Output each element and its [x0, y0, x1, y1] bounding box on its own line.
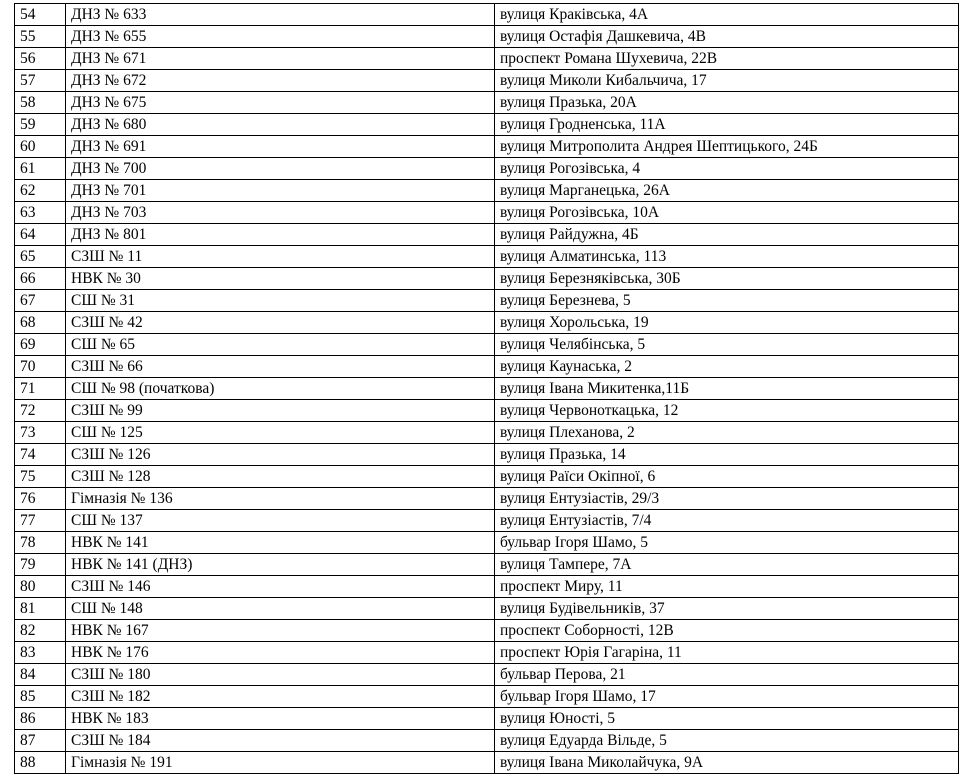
table-row — [15, 620, 959, 642]
table-row — [15, 422, 959, 444]
address-cell: вулиця Ентузіастів, 7/4 — [495, 510, 959, 532]
address-cell: вулиця Едуарда Вільде, 5 — [495, 730, 959, 752]
table-row — [15, 664, 959, 686]
row-number-cell: 79 — [15, 554, 66, 576]
table-row — [15, 444, 959, 466]
address-cell: вулиця Будівельників, 37 — [495, 598, 959, 620]
table-row — [15, 400, 959, 422]
institution-name-cell: СШ № 148 — [66, 598, 495, 620]
table-row — [15, 114, 959, 136]
table-row — [15, 752, 959, 774]
row-number-cell: 78 — [15, 532, 66, 554]
row-number-cell: 75 — [15, 466, 66, 488]
row-number-cell: 70 — [15, 356, 66, 378]
address-cell: вулиця Райдужна, 4Б — [495, 224, 959, 246]
row-number-cell: 66 — [15, 268, 66, 290]
address-table-body — [15, 4, 959, 774]
table-row — [15, 92, 959, 114]
address-cell: вулиця Івана Миколайчука, 9А — [495, 752, 959, 774]
table-row — [15, 708, 959, 730]
row-number-cell: 59 — [15, 114, 66, 136]
address-cell: вулиця Березнева, 5 — [495, 290, 959, 312]
institution-name-cell: СШ № 31 — [66, 290, 495, 312]
table-row — [15, 224, 959, 246]
institution-name-cell: Гімназія № 191 — [66, 752, 495, 774]
row-number-cell: 86 — [15, 708, 66, 730]
table-row — [15, 136, 959, 158]
institution-name-cell: СЗШ № 126 — [66, 444, 495, 466]
address-cell: вулиця Празька, 20А — [495, 92, 959, 114]
table-row — [15, 510, 959, 532]
table-row — [15, 48, 959, 70]
institution-name-cell: СЗШ № 128 — [66, 466, 495, 488]
institution-name-cell: НВК № 141 — [66, 532, 495, 554]
institution-name-cell: НВК № 183 — [66, 708, 495, 730]
table-row — [15, 356, 959, 378]
row-number-cell: 76 — [15, 488, 66, 510]
address-cell: вулиця Челябінська, 5 — [495, 334, 959, 356]
table-row — [15, 532, 959, 554]
address-cell: вулиця Червоноткацька, 12 — [495, 400, 959, 422]
row-number-cell: 81 — [15, 598, 66, 620]
row-number-cell: 84 — [15, 664, 66, 686]
institution-name-cell: ДНЗ № 655 — [66, 26, 495, 48]
table-row — [15, 466, 959, 488]
row-number-cell: 63 — [15, 202, 66, 224]
row-number-cell: 62 — [15, 180, 66, 202]
institution-name-cell: НВК № 176 — [66, 642, 495, 664]
address-cell: проспект Миру, 11 — [495, 576, 959, 598]
table-row — [15, 180, 959, 202]
institution-name-cell: Гімназія № 136 — [66, 488, 495, 510]
institution-name-cell: ДНЗ № 701 — [66, 180, 495, 202]
address-cell: вулиця Краківська, 4А — [495, 4, 959, 26]
row-number-cell: 60 — [15, 136, 66, 158]
institution-name-cell: ДНЗ № 672 — [66, 70, 495, 92]
table-row — [15, 576, 959, 598]
row-number-cell: 54 — [15, 4, 66, 26]
institution-name-cell: СШ № 125 — [66, 422, 495, 444]
table-row — [15, 202, 959, 224]
institution-name-cell: СЗШ № 180 — [66, 664, 495, 686]
table-row — [15, 312, 959, 334]
institution-name-cell: ДНЗ № 703 — [66, 202, 495, 224]
table-row — [15, 686, 959, 708]
address-cell: проспект Романа Шухевича, 22В — [495, 48, 959, 70]
institution-name-cell: НВК № 141 (ДНЗ) — [66, 554, 495, 576]
institution-name-cell: ДНЗ № 675 — [66, 92, 495, 114]
institution-name-cell: ДНЗ № 801 — [66, 224, 495, 246]
table-row — [15, 642, 959, 664]
row-number-cell: 68 — [15, 312, 66, 334]
address-cell: вулиця Плеханова, 2 — [495, 422, 959, 444]
row-number-cell: 85 — [15, 686, 66, 708]
institution-name-cell: СШ № 137 — [66, 510, 495, 532]
address-cell: вулиця Тампере, 7А — [495, 554, 959, 576]
address-cell: вулиця Хорольська, 19 — [495, 312, 959, 334]
institution-name-cell: ДНЗ № 700 — [66, 158, 495, 180]
institution-name-cell: СЗШ № 182 — [66, 686, 495, 708]
address-table — [14, 3, 959, 774]
table-row — [15, 70, 959, 92]
address-cell: бульвар Перова, 21 — [495, 664, 959, 686]
institution-name-cell: НВК № 167 — [66, 620, 495, 642]
institution-name-cell: СЗШ № 11 — [66, 246, 495, 268]
row-number-cell: 61 — [15, 158, 66, 180]
table-row — [15, 26, 959, 48]
row-number-cell: 55 — [15, 26, 66, 48]
row-number-cell: 57 — [15, 70, 66, 92]
table-row — [15, 268, 959, 290]
table-row — [15, 554, 959, 576]
address-cell: вулиця Рогозівська, 10А — [495, 202, 959, 224]
institution-name-cell: СШ № 98 (початкова) — [66, 378, 495, 400]
table-row — [15, 598, 959, 620]
row-number-cell: 58 — [15, 92, 66, 114]
address-cell: бульвар Ігоря Шамо, 17 — [495, 686, 959, 708]
institution-name-cell: ДНЗ № 691 — [66, 136, 495, 158]
row-number-cell: 74 — [15, 444, 66, 466]
row-number-cell: 88 — [15, 752, 66, 774]
institution-name-cell: НВК № 30 — [66, 268, 495, 290]
table-row — [15, 378, 959, 400]
row-number-cell: 67 — [15, 290, 66, 312]
address-cell: вулиця Алматинська, 113 — [495, 246, 959, 268]
institution-name-cell: СШ № 65 — [66, 334, 495, 356]
row-number-cell: 64 — [15, 224, 66, 246]
address-cell: бульвар Ігоря Шамо, 5 — [495, 532, 959, 554]
address-cell: вулиця Ентузіастів, 29/3 — [495, 488, 959, 510]
row-number-cell: 71 — [15, 378, 66, 400]
row-number-cell: 65 — [15, 246, 66, 268]
row-number-cell: 73 — [15, 422, 66, 444]
institution-name-cell: ДНЗ № 633 — [66, 4, 495, 26]
address-cell: вулиця Рогозівська, 4 — [495, 158, 959, 180]
table-row — [15, 4, 959, 26]
address-cell: вулиця Миколи Кибальчича, 17 — [495, 70, 959, 92]
address-cell: вулиця Марганецька, 26А — [495, 180, 959, 202]
table-row — [15, 334, 959, 356]
row-number-cell: 69 — [15, 334, 66, 356]
address-cell: вулиця Березняківська, 30Б — [495, 268, 959, 290]
institution-name-cell: ДНЗ № 680 — [66, 114, 495, 136]
row-number-cell: 56 — [15, 48, 66, 70]
institution-name-cell: СЗШ № 146 — [66, 576, 495, 598]
institution-name-cell: ДНЗ № 671 — [66, 48, 495, 70]
institution-name-cell: СЗШ № 99 — [66, 400, 495, 422]
address-cell: проспект Юрія Гагаріна, 11 — [495, 642, 959, 664]
address-cell: вулиця Празька, 14 — [495, 444, 959, 466]
address-cell: вулиця Юності, 5 — [495, 708, 959, 730]
address-cell: вулиця Остафія Дашкевича, 4В — [495, 26, 959, 48]
table-row — [15, 730, 959, 752]
row-number-cell: 80 — [15, 576, 66, 598]
table-row — [15, 246, 959, 268]
table-row — [15, 158, 959, 180]
institution-name-cell: СЗШ № 184 — [66, 730, 495, 752]
row-number-cell: 72 — [15, 400, 66, 422]
address-cell: вулиця Раїси Окіпної, 6 — [495, 466, 959, 488]
address-cell: проспект Соборності, 12В — [495, 620, 959, 642]
row-number-cell: 77 — [15, 510, 66, 532]
institution-name-cell: СЗШ № 66 — [66, 356, 495, 378]
row-number-cell: 83 — [15, 642, 66, 664]
address-cell: вулиця Гродненська, 11А — [495, 114, 959, 136]
row-number-cell: 82 — [15, 620, 66, 642]
address-cell: вулиця Івана Микитенка,11Б — [495, 378, 959, 400]
address-cell: вулиця Митрополита Андрея Шептицького, 24Б — [495, 136, 959, 158]
table-row — [15, 488, 959, 510]
address-cell: вулиця Каунаська, 2 — [495, 356, 959, 378]
row-number-cell: 87 — [15, 730, 66, 752]
table-row — [15, 290, 959, 312]
institution-name-cell: СЗШ № 42 — [66, 312, 495, 334]
